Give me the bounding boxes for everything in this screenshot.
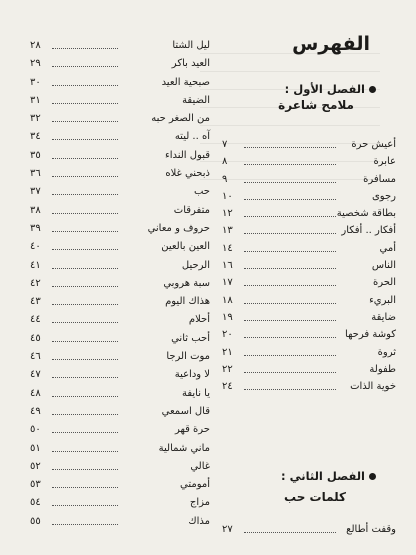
dot-leader <box>52 286 118 287</box>
left-column <box>30 38 210 532</box>
entry-page-number: ٩ <box>222 173 228 185</box>
toc-entry <box>30 312 210 330</box>
toc-entry <box>30 203 210 221</box>
entry-title: من الصغر حبه <box>151 113 210 125</box>
entry-title: مذاك <box>188 515 210 527</box>
entry-title: الضيقة <box>182 94 210 106</box>
entry-page-number: ٤٥ <box>30 332 41 344</box>
toc-entry <box>222 379 396 396</box>
entry-page-number: ١٤ <box>222 242 233 254</box>
entry-page-number: ٨ <box>222 156 228 168</box>
entry-page-number: ٣٧ <box>30 186 41 198</box>
dot-leader <box>52 66 118 67</box>
toc-entry <box>30 386 210 404</box>
entry-page-number: ٢٩ <box>30 58 41 70</box>
dot-leader <box>52 322 118 323</box>
entry-page-number: ٤٤ <box>30 314 41 326</box>
toc-entry <box>30 56 210 74</box>
toc-entry <box>222 172 396 189</box>
entry-title: طفولة <box>369 363 396 375</box>
entry-title: العين بالعين <box>161 241 210 253</box>
dot-leader <box>52 249 118 250</box>
entry-title: صبحية العيد <box>161 76 210 88</box>
toc-entry <box>30 93 210 111</box>
dot-leader <box>244 147 336 148</box>
toc-entry <box>30 459 210 477</box>
dot-leader <box>52 85 118 86</box>
dot-leader <box>52 213 118 214</box>
dot-leader <box>52 48 118 49</box>
chapter1-heading <box>285 82 376 96</box>
entry-page-number: ٤٦ <box>30 351 41 363</box>
entry-page-number: ٥٤ <box>30 497 41 509</box>
entry-page-number: ٢١ <box>222 346 233 358</box>
toc-entry <box>30 239 210 257</box>
chapter2-heading-text: الفصل الثاني : <box>281 469 365 483</box>
dot-leader <box>244 389 336 390</box>
entry-title: حرة قهر <box>174 424 210 436</box>
entry-title: غالي <box>190 460 210 472</box>
dot-leader <box>52 231 118 232</box>
entry-page-number: ٧ <box>222 139 228 150</box>
chapter1-heading-text: الفصل الأول : <box>284 82 365 96</box>
entry-title: هذاك اليوم <box>165 296 210 308</box>
chapter2-subtitle: كلمات حب <box>283 490 346 504</box>
entry-title: ثروة <box>377 346 396 358</box>
dot-leader <box>244 268 336 269</box>
entry-title: مزاج <box>189 497 210 509</box>
toc-entry <box>30 422 210 440</box>
entry-title: حروف و معاني <box>147 222 210 234</box>
toc-entry <box>222 189 396 206</box>
dot-leader <box>52 304 118 305</box>
dot-leader <box>244 337 336 338</box>
toc-entry <box>30 258 210 276</box>
entry-page-number: ٥٣ <box>30 479 41 491</box>
entry-page-number: ١٨ <box>222 294 233 306</box>
entry-page-number: ٣٤ <box>30 131 41 143</box>
right-column <box>222 0 396 555</box>
entry-page-number: ١٦ <box>222 260 233 272</box>
entry-page-number: ١٧ <box>222 277 233 289</box>
toc-entry <box>30 404 210 422</box>
dot-leader <box>52 396 118 397</box>
toc-entry <box>222 223 396 240</box>
dot-leader <box>52 341 118 342</box>
dot-leader <box>244 216 336 217</box>
toc-entry <box>30 38 210 56</box>
toc-entry <box>30 148 210 166</box>
toc-entry <box>30 514 210 532</box>
dot-leader <box>52 268 118 269</box>
toc-entry <box>30 129 210 147</box>
entry-title: وقفت أطالع <box>346 524 396 535</box>
dot-leader <box>52 194 118 195</box>
entry-title: رجوى <box>371 190 396 202</box>
toc-entry <box>222 206 396 223</box>
entry-page-number: ٢٨ <box>30 40 41 51</box>
entry-page-number: ٣٢ <box>30 113 41 125</box>
entry-title: آه .. ليته <box>174 131 210 143</box>
entry-page-number: ٣٨ <box>30 204 41 216</box>
dot-leader <box>52 524 118 525</box>
dot-leader <box>52 377 118 378</box>
entry-page-number: ٤٧ <box>30 369 41 381</box>
toc-entry <box>222 258 396 275</box>
dot-leader <box>244 532 336 533</box>
dot-leader <box>244 199 336 200</box>
entry-title: لا وداعية <box>174 369 210 381</box>
dot-leader <box>52 176 118 177</box>
entry-page-number: ٣٩ <box>30 222 41 234</box>
entry-title: أحب ثاني <box>171 332 210 344</box>
entry-title: أمومتي <box>179 479 210 491</box>
entry-title: الناس <box>371 260 396 272</box>
toc-entry <box>222 362 396 379</box>
entry-title: ليل الشتا <box>172 40 210 51</box>
dot-leader <box>52 451 118 452</box>
entry-title: أمي <box>379 242 396 254</box>
entry-page-number: ٥١ <box>30 442 41 454</box>
chapter1-list <box>222 137 396 396</box>
chapter2-heading <box>281 469 376 483</box>
entry-page-number: ٥٢ <box>30 460 41 472</box>
toc-entry <box>30 111 210 129</box>
entry-page-number: ٣١ <box>30 94 41 106</box>
entry-title: خوية الذات <box>350 381 396 393</box>
entry-page-number: ٤٢ <box>30 277 41 289</box>
dot-leader <box>52 103 118 104</box>
entry-title: أعيش حرة <box>351 139 396 150</box>
entry-title: البريء <box>369 294 396 306</box>
dot-leader <box>52 414 118 415</box>
toc-entry <box>30 276 210 294</box>
toc-entry <box>30 75 210 93</box>
entry-title: يا نايفة <box>181 387 210 399</box>
entry-page-number: ١٩ <box>222 311 233 323</box>
entry-page-number: ٢٧ <box>222 524 233 535</box>
entry-title: العيد باكر <box>171 58 210 70</box>
toc-entry <box>30 166 210 184</box>
toc-entry <box>30 495 210 513</box>
entry-page-number: ٤٨ <box>30 387 41 399</box>
entry-page-number: ٤١ <box>30 259 41 271</box>
toc-entry <box>222 327 396 344</box>
page-title: الفهرس <box>292 33 370 55</box>
dot-leader <box>52 469 118 470</box>
entry-title: سبة هروبي <box>163 277 210 289</box>
dot-leader <box>244 233 336 234</box>
entry-page-number: ٣٦ <box>30 168 41 180</box>
dot-leader <box>244 285 336 286</box>
dot-leader <box>52 432 118 433</box>
entry-page-number: ١٣ <box>222 225 233 237</box>
dot-leader <box>244 303 336 304</box>
toc-entry <box>30 221 210 239</box>
toc-entry <box>30 294 210 312</box>
entry-title: ضايقة <box>371 311 396 323</box>
toc-entry <box>30 349 210 367</box>
entry-title: ذبحني غلاه <box>165 168 210 180</box>
bullet-icon <box>369 86 376 93</box>
entry-title: قبول النداء <box>165 149 210 161</box>
entry-title: مسافرة <box>363 173 396 185</box>
entry-title: أفكار .. أفكار <box>341 225 396 237</box>
entry-page-number: ٤٣ <box>30 296 41 308</box>
entry-title: أحلام <box>188 314 210 326</box>
entry-page-number: ٥٠ <box>30 424 41 436</box>
dot-leader <box>52 359 118 360</box>
entry-title: عابرة <box>373 156 396 168</box>
entry-title: حب <box>193 186 210 198</box>
toc-entry <box>30 477 210 495</box>
entry-page-number: ١٠ <box>222 190 233 202</box>
dot-leader <box>244 164 336 165</box>
entry-title: ماني شمالية <box>158 442 210 454</box>
toc-entry <box>30 184 210 202</box>
entry-page-number: ١٢ <box>222 208 233 220</box>
dot-leader <box>244 182 336 183</box>
entry-page-number: ٥٥ <box>30 515 41 527</box>
toc-entry <box>222 275 396 292</box>
chapter1-subtitle: ملامح شاعرة <box>278 98 354 112</box>
toc-entry <box>222 241 396 258</box>
entry-title: قال اسمعي <box>161 405 210 417</box>
entry-page-number: ٣٥ <box>30 149 41 161</box>
entry-title: بطاقة شخصية <box>336 208 396 220</box>
entry-title: الرحيل <box>181 259 210 271</box>
entry-page-number: ٤٠ <box>30 241 41 253</box>
toc-entry <box>222 293 396 310</box>
dot-leader <box>52 139 118 140</box>
dot-leader <box>244 372 336 373</box>
entry-page-number: ٢٤ <box>222 381 233 393</box>
bullet-icon <box>369 473 376 480</box>
dot-leader <box>244 320 336 321</box>
entry-title: متفرقات <box>173 204 210 216</box>
toc-entry <box>30 441 210 459</box>
toc-entry <box>222 310 396 327</box>
entry-page-number: ٣٠ <box>30 76 41 88</box>
dot-leader <box>52 121 118 122</box>
entry-page-number: ٢٢ <box>222 363 233 375</box>
dot-leader <box>52 505 118 506</box>
dot-leader <box>244 251 336 252</box>
entry-title: موت الرجا <box>166 351 210 363</box>
entry-page-number: ٢٠ <box>222 329 233 341</box>
toc-entry <box>30 367 210 385</box>
entry-title: كوشة فرحها <box>345 329 396 341</box>
toc-entry <box>222 522 396 539</box>
chapter2-list <box>222 522 396 539</box>
entry-title: الحرة <box>372 277 396 289</box>
toc-entry <box>30 331 210 349</box>
entry-page-number: ٤٩ <box>30 405 41 417</box>
dot-leader <box>244 355 336 356</box>
toc-entry <box>222 345 396 362</box>
toc-entry <box>222 137 396 154</box>
dot-leader <box>52 158 118 159</box>
dot-leader <box>52 487 118 488</box>
toc-entry <box>222 154 396 171</box>
